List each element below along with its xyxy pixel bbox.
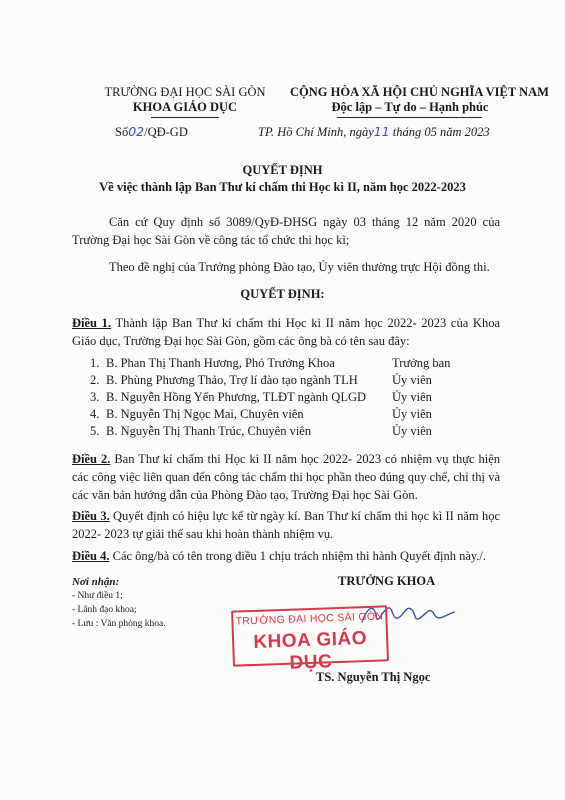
motto: Độc lập – Tự do – Hạnh phúc	[331, 100, 489, 114]
article-1	[72, 314, 500, 350]
member-number: 3.	[90, 390, 100, 404]
document-date	[258, 124, 490, 140]
faculty-underline	[151, 117, 219, 118]
member-name: B. Nguyễn Thị Thanh Trúc, Chuyên viên	[106, 424, 312, 438]
university-name: TRƯỜNG ĐẠI HỌC SÀI GÒN	[104, 85, 266, 99]
article-4-label: Điều 4.	[72, 549, 110, 563]
member-name: B. Nguyễn Hồng Yến Phương, TLĐT ngành QLGD	[106, 390, 367, 404]
article-2	[72, 450, 500, 504]
article-2-label: Điều 2.	[72, 452, 111, 466]
member-name: B. Phùng Phương Thảo, Trợ lí đào tạo ngành TLH	[106, 373, 358, 387]
recipients-title: Nơi nhận:	[72, 576, 120, 588]
faculty-name: KHOA GIÁO DỤC	[132, 100, 238, 114]
date-suffix: tháng 05 năm 2023	[392, 125, 490, 139]
member-role: Ủy viên	[392, 390, 432, 404]
signer-position: TRƯỞNG KHOA	[338, 574, 436, 588]
member-row	[90, 407, 470, 423]
member-name: B. Nguyễn Thị Ngọc Mai, Chuyên viên	[106, 407, 304, 421]
number-prefix: Số	[115, 125, 129, 139]
member-row	[90, 356, 470, 372]
article-4	[72, 547, 512, 565]
member-name: B. Phan Thị Thanh Hương, Phó Trưởng Khoa	[106, 356, 335, 370]
member-number: 5.	[90, 424, 100, 438]
article-1-text: Thành lập Ban Thư kí chấm thi Học kì II năm học 2022- 2023 của Khoa Giáo dục, Trường Đại học Sài Gòn, gồm các ông bà có tên sau đây:	[72, 316, 501, 348]
decides-heading: QUYẾT ĐỊNH:	[240, 287, 325, 301]
number-suffix: /QĐ-GD	[144, 125, 188, 139]
article-4-text: Các ông/bà có tên trong điều 1 chịu trách nhiệm thi hành Quyết định này./.	[112, 549, 487, 563]
stamp-line-faculty: KHOA GIÁO DỤC	[253, 628, 368, 674]
member-number: 1.	[90, 356, 100, 370]
member-row	[90, 424, 470, 440]
recipient-item: - Lãnh đạo khoa;	[72, 605, 137, 615]
member-role: Ủy viên	[392, 373, 432, 387]
recipient-item: - Lưu : Văn phòng khoa.	[72, 619, 166, 629]
member-row	[90, 373, 470, 389]
recipient-item: - Như điều 1;	[72, 591, 123, 601]
date-day-handwritten: 11	[373, 124, 390, 139]
article-2-text: Ban Thư kí chấm thi Học kì II năm học 2022- 2023 có nhiệm vụ thực hiện các công việc liên quan đến công tác chấm thi học phần theo đúng quy chế, chỉ thị và các văn bản hướng dẫn của Phòng Đào tạo, Trường Đại học Sài Gòn.	[72, 452, 501, 502]
number-handwritten: 02	[128, 124, 145, 139]
member-role: Trưởng ban	[392, 356, 451, 370]
signer-name: TS. Nguyễn Thị Ngọc	[316, 670, 431, 684]
member-role: Ủy viên	[392, 407, 432, 421]
article-1-label: Điều 1.	[72, 316, 112, 330]
document-number	[115, 124, 188, 140]
motto-underline	[337, 117, 482, 118]
decision-title: QUYẾT ĐỊNH	[242, 163, 323, 177]
country-name: CỘNG HÒA XÃ HỘI CHỦ NGHĨA VIỆT NAM	[290, 85, 549, 99]
article-3	[72, 507, 500, 543]
article-3-text: Quyết định có hiệu lực kể từ ngày kí. Ban Thư kí chấm thi học kì II năm học 2022- 2023 tự giải thể sau khi hoàn thành nhiệm vụ.	[72, 509, 501, 541]
member-role: Ủy viên	[392, 424, 432, 438]
member-row	[90, 390, 470, 406]
preamble-basis: Căn cứ Quy định số 3089/QyĐ-ĐHSG ngày 03 tháng 12 năm 2020 của Trường Đại học Sài Gòn về công tác tổ chức thi học kì;	[72, 215, 500, 247]
date-prefix: TP. Hồ Chí Minh, ngày	[258, 125, 374, 139]
member-number: 2.	[90, 373, 100, 387]
member-number: 4.	[90, 407, 100, 421]
decision-subtitle: Về việc thành lập Ban Thư kí chấm thi Học kì II, năm học 2022-2023	[99, 180, 466, 194]
official-stamp	[231, 605, 389, 674]
stamp-line-university: TRƯỜNG ĐẠI HỌC SÀI GÒN	[235, 610, 384, 628]
article-3-label: Điều 3.	[72, 509, 110, 523]
preamble-proposal: Theo đề nghị của Trưởng phòng Đào tạo, Ủy viên thường trực Hội đồng thi.	[109, 260, 490, 274]
